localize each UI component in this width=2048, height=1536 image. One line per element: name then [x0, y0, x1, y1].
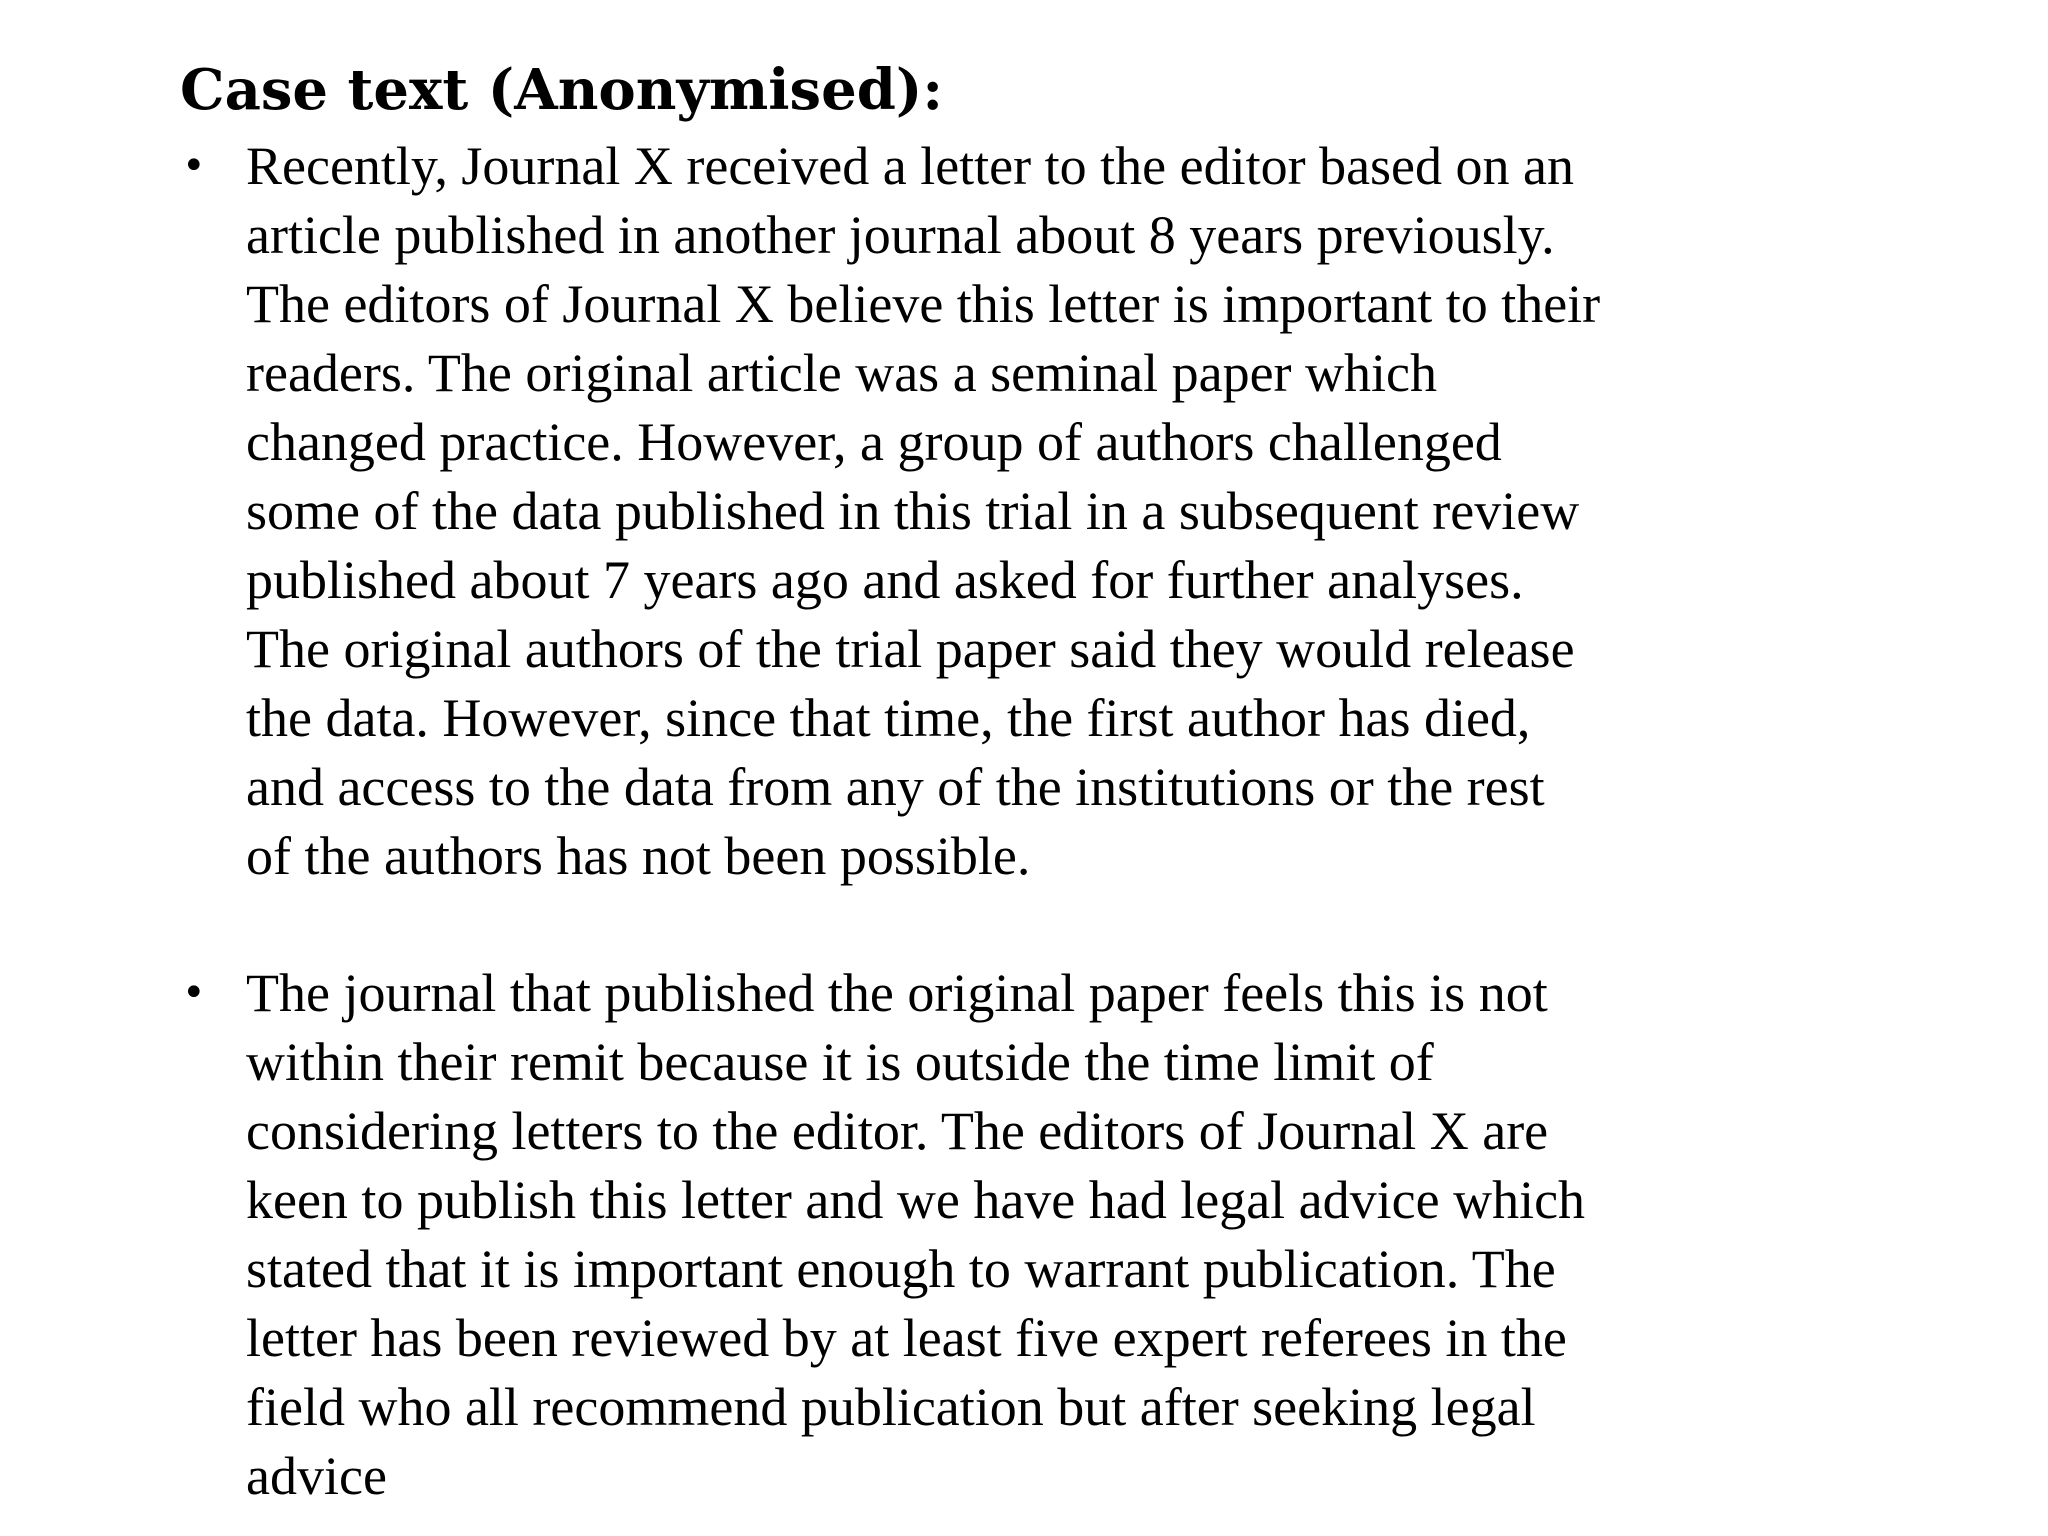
bullet-list: [180, 132, 1820, 1511]
bullet-item: [180, 132, 1820, 891]
paragraph-line: within their remit because it is outside the time limit of: [246, 1032, 1434, 1092]
paragraph-line: changed practice. However, a group of authors challenged: [246, 412, 1502, 472]
slide-title: Case text (Anonymised):: [180, 57, 944, 123]
paragraph-line: The journal that published the original paper feels this is not: [246, 963, 1548, 1023]
paragraph-line: considering letters to the editor. The editors of Journal X are: [246, 1101, 1549, 1161]
paragraph-line: keen to publish this letter and we have had legal advice which: [246, 1170, 1586, 1230]
bullet-icon: •: [182, 970, 206, 1016]
paragraph-line: letter has been reviewed by at least five expert referees in the: [246, 1308, 1567, 1368]
paragraph-line: some of the data published in this trial in a subsequent review: [246, 481, 1580, 541]
paragraph-line: of the authors has not been possible.: [246, 826, 1031, 886]
bullet-icon: •: [182, 143, 206, 189]
paragraph-line: published about 7 years ago and asked for further analyses.: [246, 550, 1524, 610]
paragraph-line: advice: [246, 1446, 387, 1506]
paragraph-line: article published in another journal about 8 years previously.: [246, 205, 1555, 265]
paragraph-line: stated that it is important enough to warrant publication. The: [246, 1239, 1556, 1299]
paragraph-line: The original authors of the trial paper said they would release: [246, 619, 1575, 679]
paragraph-line: field who all recommend publication but after seeking legal: [246, 1377, 1536, 1437]
paragraph-line: Recently, Journal X received a letter to the editor based on an: [246, 136, 1574, 196]
bullet-item: [180, 959, 1820, 1511]
paragraph-line: the data. However, since that time, the first author has died,: [246, 688, 1531, 748]
paragraph-line: and access to the data from any of the institutions or the rest: [246, 757, 1545, 817]
paragraph-line: readers. The original article was a seminal paper which: [246, 343, 1438, 403]
paragraph-line: The editors of Journal X believe this letter is important to their: [246, 274, 1601, 334]
